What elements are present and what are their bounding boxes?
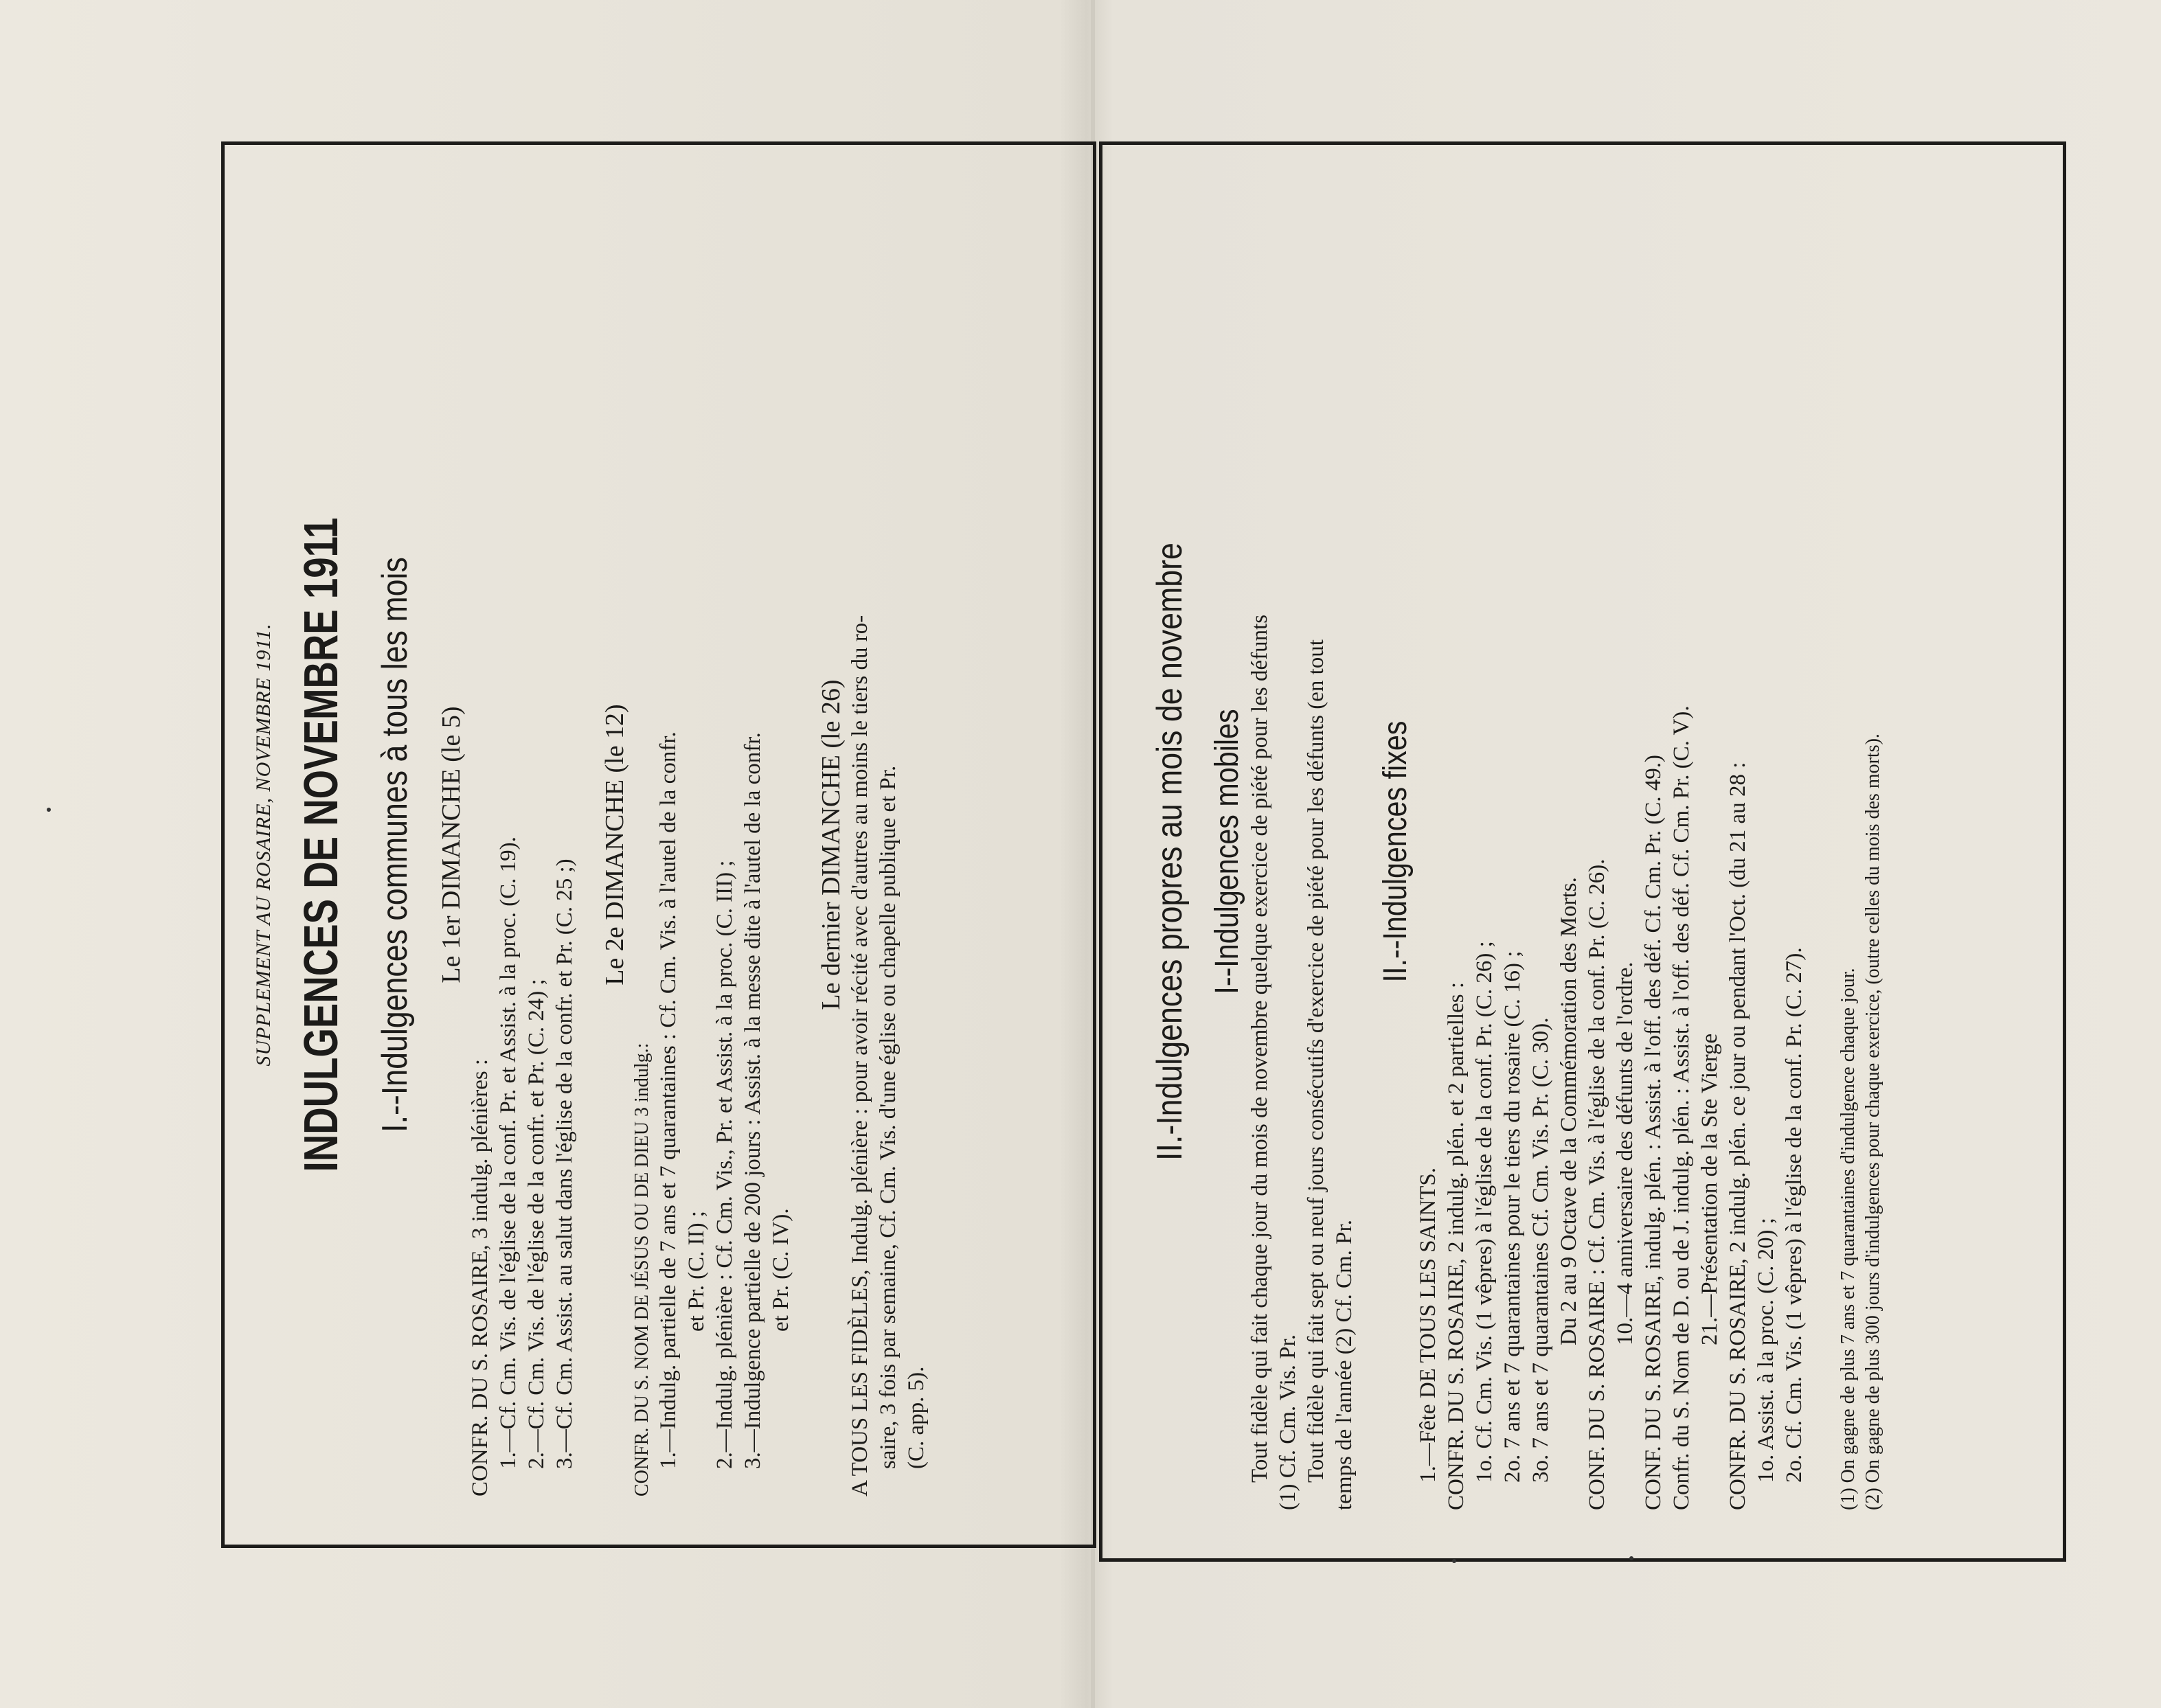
sunday-heading-1: Le 1er DIMANCHE (le 5): [437, 706, 466, 983]
all-faithful-block: [846, 193, 931, 1496]
page-header: SUPPLEMENT AU ROSAIRE, NOVEMBRE 1911.: [252, 623, 275, 1067]
text-line: temps de l'année (2) Cf. Cm. Pr.: [1332, 1220, 1357, 1510]
text-line: CONFR. DU S. NOM DE JÉSUS OU DE DIEU 3 indulg.:: [631, 1043, 653, 1496]
text-line: 2o. Cf. Cm. Vis. (1 vêpres) à l'église de la conf. Pr. (C. 27).: [1782, 947, 1807, 1483]
mobile-indulgences-block: [1246, 193, 1359, 1510]
text-line: Tout fidèle qui fait chaque jour du mois de novembre quelque exercice de piété pour les défunts: [1247, 614, 1272, 1483]
text-line: 3.—Cf. Cm. Assist. au salut dans l'église de la confr. et Pr. (C. 25 ;): [552, 858, 577, 1469]
footnote: (1) On gagne de plus 7 ans et 7 quarantaines d'indulgence chaque jour.: [1837, 968, 1859, 1510]
text-line: Confr. du S. Nom de D. ou de J. indulg. plén. : Assist. à l'off. des déf. Cf. Cm. Pr. (C. V).: [1669, 705, 1694, 1510]
text-line: CONFR. DU S. ROSAIRE, 3 indulg. plénières :: [468, 1058, 493, 1496]
subsection-heading-mobile: I--Indulgences mobiles: [1209, 709, 1245, 994]
text-line: 3.—Indulgence partielle de 200 jours : Assist. à la messe dite à l'autel de la confr.: [740, 732, 765, 1469]
text-line: et Pr. (C. II) ;: [684, 1211, 709, 1332]
text-line: 2.—Cf. Cm. Vis. de l'église de la confr. et Pr. (C. 24) ;: [524, 979, 549, 1469]
document-title: INDULGENCES DE NOVEMBRE 1911: [294, 517, 348, 1172]
text-line: A TOUS LES FIDÈLES, Indulg. plénière : pour avoir récité avec d'autres au moins le tiers du ro-: [848, 615, 872, 1496]
print-dot: [47, 808, 51, 812]
text-line: CONFR. DU S. ROSAIRE, 2 indulg. plén. ce jour ou pendant l'Oct. (du 21 au 28 :: [1726, 762, 1750, 1510]
text-line: saire, 3 fois par semaine, Cf. Cm. Vis. d'une église ou chapelle publique et Pr.: [876, 765, 901, 1469]
text-line: 1.—Cf. Cm. Vis. de l'église de la conf. Pr. et Assist. à la proc. (C. 19).: [496, 836, 521, 1469]
text-line: et Pr. (C. IV).: [769, 1208, 793, 1332]
text-line: CONFR. DU S. ROSAIRE, 2 indulg. plén. et 2 partielles :: [1444, 981, 1469, 1510]
text-line: 1o. Cf. Cm. Vis. (1 vêpres) à l'église de la conf. Pr. (C. 26) ;: [1472, 941, 1497, 1483]
sunday-heading-3: Le dernier DIMANCHE (le 26): [817, 679, 846, 1010]
subsection-heading-fixed: II.--Indulgences fixes: [1377, 720, 1414, 983]
right-page-rotated-content: [1102, 145, 2063, 1558]
text-line: 21.—Présentation de la Ste Vierge: [1697, 1033, 1722, 1345]
text-line: 3o. 7 ans et 7 quarantaines Cf. Cm. Vis. Pr. (C. 30).: [1528, 1017, 1553, 1483]
rosary-indulgences-block: [466, 193, 579, 1496]
text-line: 1.—Fête DE TOUS LES SAINTS.: [1416, 1168, 1440, 1483]
left-page-rotated-content: [225, 145, 1093, 1545]
fixed-indulgences-block: [1414, 193, 1809, 1510]
section-heading-common: I.--Indulgences communes à tous les mois: [375, 557, 415, 1132]
holy-name-indulgences-block: [630, 193, 795, 1496]
text-line: 1o. Assist. à la proc. (C. 20) ;: [1754, 1218, 1778, 1483]
text-line: 2.—Indulg. plénière : Cf. Cm. Vis., Pr. et Assist. à la proc. (C. III) ;: [712, 860, 737, 1469]
section-heading-november: II.-Indulgences propres au mois de novembre: [1150, 543, 1190, 1161]
text-line: 2o. 7 ans et 7 quarantaines pour le tiers du rosaire (C. 16) ;: [1500, 950, 1525, 1483]
print-dot: [1452, 1559, 1456, 1563]
text-line: 1.—Indulg. partielle de 7 ans et 7 quarantaines : Cf. Cm. Vis. à l'autel de la confr.: [656, 731, 681, 1469]
text-line: CONF. DU S. ROSAIRE, indulg. plén. : Assist. à l'off. des déf. Cf. Cm. Pr. (C. 49.): [1641, 755, 1666, 1510]
text-line: (C. app. 5).: [904, 1366, 929, 1469]
text-line: Du 2 au 9 Octave de la Commémoration des Morts.: [1557, 877, 1581, 1345]
text-line: Tout fidèle qui fait sept ou neuf jours consécutifs d'exercice de piété pour les défunts (en tout: [1304, 639, 1328, 1483]
right-page-frame: [1099, 141, 2066, 1562]
sunday-heading-2: Le 2e DIMANCHE (le 12): [600, 704, 629, 986]
text-line: (1) Cf. Cm. Vis. Pr.: [1276, 1334, 1300, 1510]
footnote: (2) On gagne de plus 300 jours d'indulgences pour chaque exercice, (outre celles du mois des morts).: [1862, 733, 1883, 1510]
print-dot: [1629, 1556, 1633, 1560]
text-line: CONF. DU S. ROSAIRE : Cf. Cm. Vis. à l'église de la conf. Pr. (C. 26).: [1585, 858, 1609, 1510]
text-line: 10.—4 anniversaire des défunts de l'ordre.: [1613, 961, 1638, 1345]
footnotes: [1836, 193, 1886, 1510]
left-page-frame: [221, 141, 1096, 1548]
